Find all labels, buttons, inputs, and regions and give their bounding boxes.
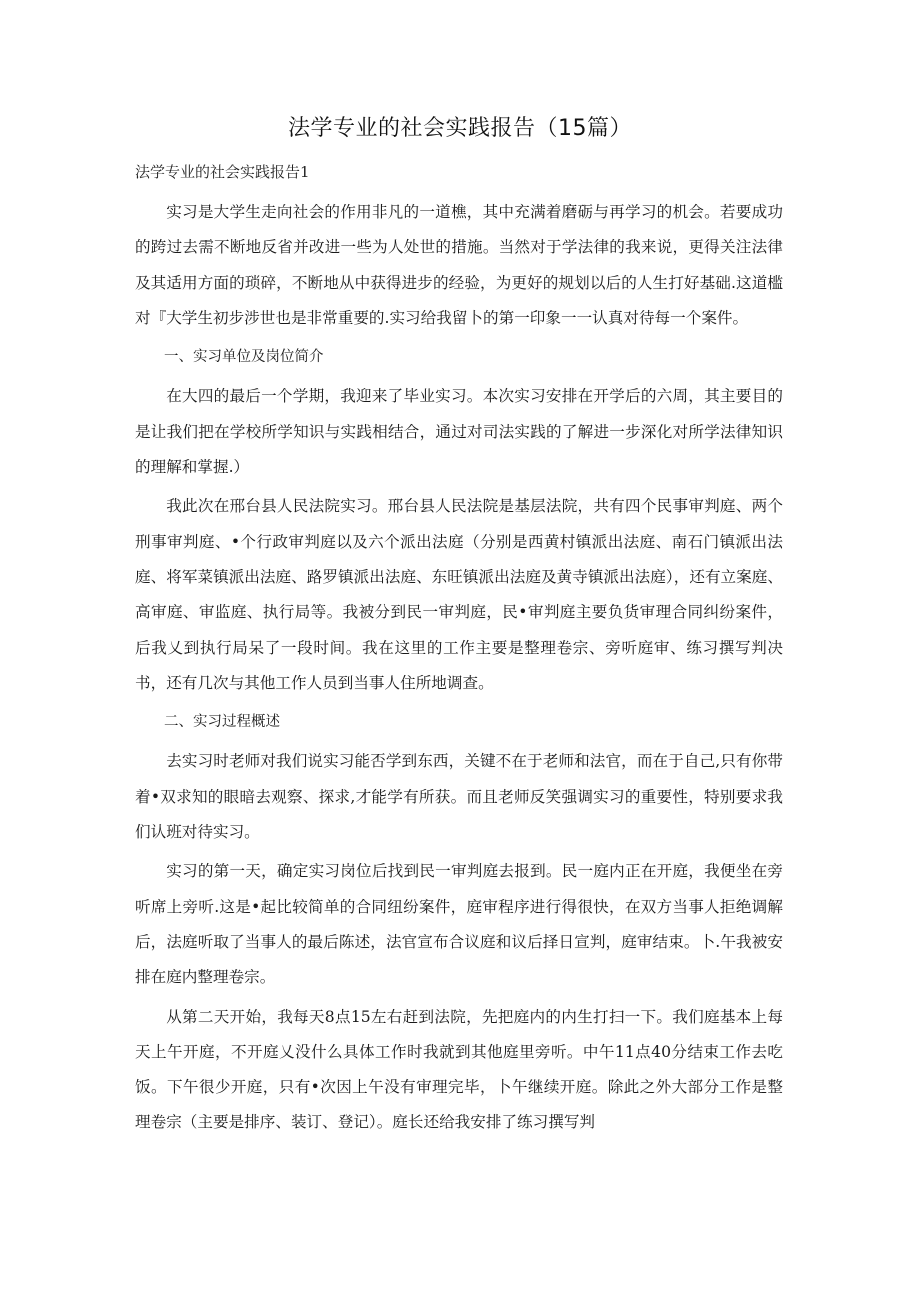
body-paragraph: 我此次在邢台县人民法院实习。邢台县人民法院是基层法院，共有四个民事审判庭、两个刑事审判庭、•个行政审判庭以及六个派出法庭（分别是西黄村镇派出法庭、南石门镇派出法庭、将军菜镇派出法庭、路罗镇派出法庭、东旺镇派出法庭及黄寺镇派出法庭），还有立案庭、高审庭、审监庭、执行局等。我被分到民一审判庭，民•审判庭主要负货审理合同纠纷案件，后我乂到执行局呆了一段时间。我在这里的工作主要是整理卷宗、旁听庭审、练习撰写判决书，还有几次与其他工作人员到当事人住所地调查。: [135, 497, 783, 692]
document-title: 法学专业的社会实践报告（15篇）: [288, 116, 632, 141]
body-paragraph: 从第二天开始，我每天8点15左右赶到法院，先把庭内的内生打扫一下。我们庭基本上每天上午开庭，不开庭乂没什么具体工作时我就到其他庭里旁听。中午11点40分结束工作去吃饭。下午很少开庭，只有•次因上午没有审理完毕，卜午继续开庭。除此之外大部分工作是整理卷宗（主要是排序、装订、登记）。庭长还给我安排了练习撰写判: [135, 1007, 783, 1132]
section-heading: 二、实习过程概述: [164, 714, 280, 731]
section-heading: 一、实习单位及岗位简介: [164, 349, 324, 366]
document-subtitle: 法学专业的社会实践报告1: [135, 163, 310, 181]
body-paragraph: 去实习时老师对我们说实习能否学到东西，关键不在于老师和法官，而在于自己,只有你带着•双求知的眼暗去观察、探求,才能学有所获。而且老师反笑强调实习的重要性，特别要求我们认班对待实习。: [135, 752, 783, 842]
body-paragraph: 实习的第一天，确定实习岗位后找到民一审判庭去报到。民一庭内正在开庭，我便坐在旁听席上旁听.这是•起比较简单的合同纽纷案件，庭审程序进行得很快，在双方当事人拒绝调解后，法庭听取了当事人的最后陈述，法官宣布合议庭和议后择日宣判，庭审结束。卜.午我被安排在庭内整理卷宗。: [135, 862, 783, 987]
document-body: [135, 195, 783, 1145]
body-paragraph: 在大四的最后一个学期，我迎来了毕业实习。本次实习安排在开学后的六周，其主要目的是让我们把在学校所学知识与实践相结合，通过对司法实践的了解进一步深化对所学法律知识的理解和掌握.）: [135, 387, 783, 477]
body-paragraph: 实习是大学生走向社会的作用非凡的一道樵，其中充满着磨砺与再学习的机会。若要成功的跨过去需不断地反省并改进一些为人处世的措施。当然对于学法律的我来说，更得关注法律及其适用方面的琐碎，不断地从中获得进步的经验，为更好的规划以后的人生打好基础.这道槛对『大学生初步涉世也是非常重要的.实习给我留卜的第一印象一一认真对待每一个案件。: [135, 203, 783, 327]
